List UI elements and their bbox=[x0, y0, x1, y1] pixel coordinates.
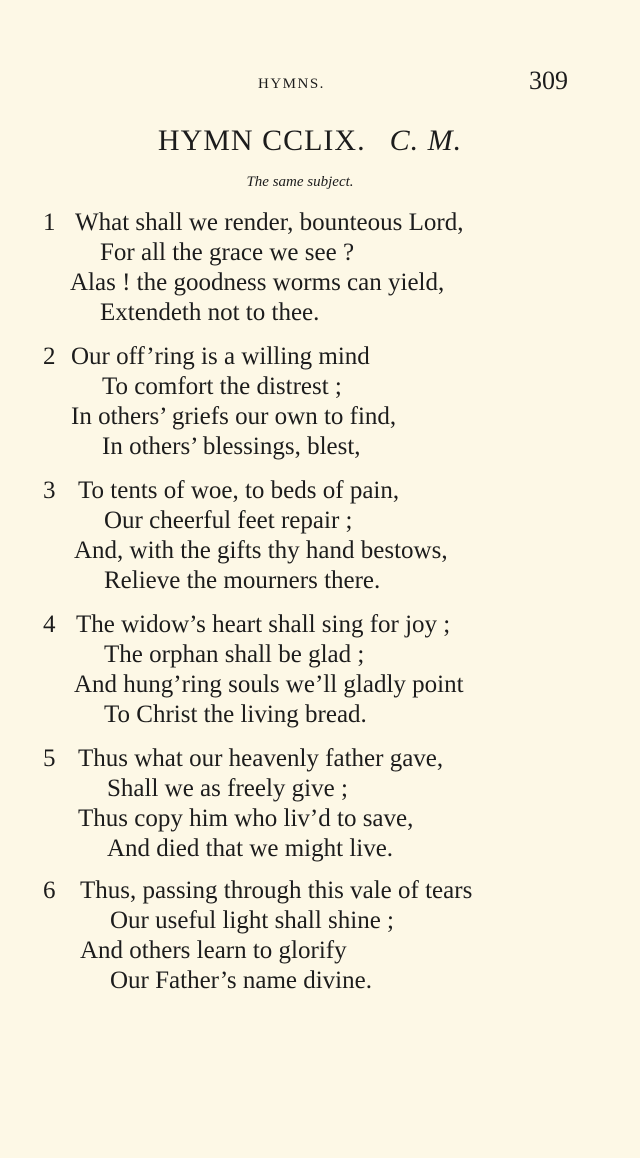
hymn-title bbox=[0, 124, 620, 158]
verse-line: What shall we render, bounteous Lord, bbox=[75, 209, 464, 236]
verse-line: Thus copy him who liv’d to save, bbox=[78, 805, 414, 832]
stanza-number: 2 bbox=[43, 343, 56, 370]
verse-line: Shall we as freely give ; bbox=[107, 775, 348, 802]
verse-line: Alas ! the goodness worms can yield, bbox=[70, 269, 445, 296]
verse-line: Thus what our heavenly father gave, bbox=[78, 745, 444, 772]
verse-line: And hung’ring souls we’ll gladly point bbox=[74, 671, 464, 698]
stanza-number: 1 bbox=[43, 209, 56, 236]
verse-line: In others’ blessings, blest, bbox=[102, 433, 361, 460]
page-number: 309 bbox=[529, 66, 568, 95]
verse-line: And, with the gifts thy hand bestows, bbox=[74, 537, 448, 564]
verse-line: And died that we might live. bbox=[107, 835, 394, 862]
stanza-number: 3 bbox=[43, 477, 56, 504]
stanza-number: 5 bbox=[43, 745, 56, 772]
hymn-meter: C. M. bbox=[389, 124, 463, 157]
verse-line: Our cheerful feet repair ; bbox=[104, 507, 353, 534]
verse-line: And others learn to glorify bbox=[80, 937, 347, 964]
running-head: HYMNS. bbox=[258, 76, 325, 92]
verse-line: Relieve the mourners there. bbox=[104, 567, 381, 594]
stanza-number: 6 bbox=[43, 877, 56, 904]
verse-line: Our Father’s name divine. bbox=[110, 967, 372, 994]
verse-line: To Christ the living bread. bbox=[104, 701, 367, 728]
stanza-number: 4 bbox=[43, 611, 56, 638]
hymn-subtitle: The same subject. bbox=[246, 174, 354, 190]
verse-line: Extendeth not to thee. bbox=[100, 299, 320, 326]
verse-line: The orphan shall be glad ; bbox=[104, 641, 365, 668]
verse-line: To comfort the distrest ; bbox=[102, 373, 342, 400]
verse-line: For all the grace we see ? bbox=[100, 239, 355, 266]
verse-line: To tents of woe, to beds of pain, bbox=[78, 477, 400, 504]
verse-line: Thus, passing through this vale of tears bbox=[80, 877, 473, 904]
verse-line: The widow’s heart shall sing for joy ; bbox=[76, 611, 451, 638]
verse-line: Our off’ring is a willing mind bbox=[71, 343, 370, 370]
hymn-title-text: HYMN CCLIX. bbox=[157, 124, 366, 157]
verse-line: Our useful light shall shine ; bbox=[110, 907, 394, 934]
verse-line: In others’ griefs our own to find, bbox=[71, 403, 397, 430]
